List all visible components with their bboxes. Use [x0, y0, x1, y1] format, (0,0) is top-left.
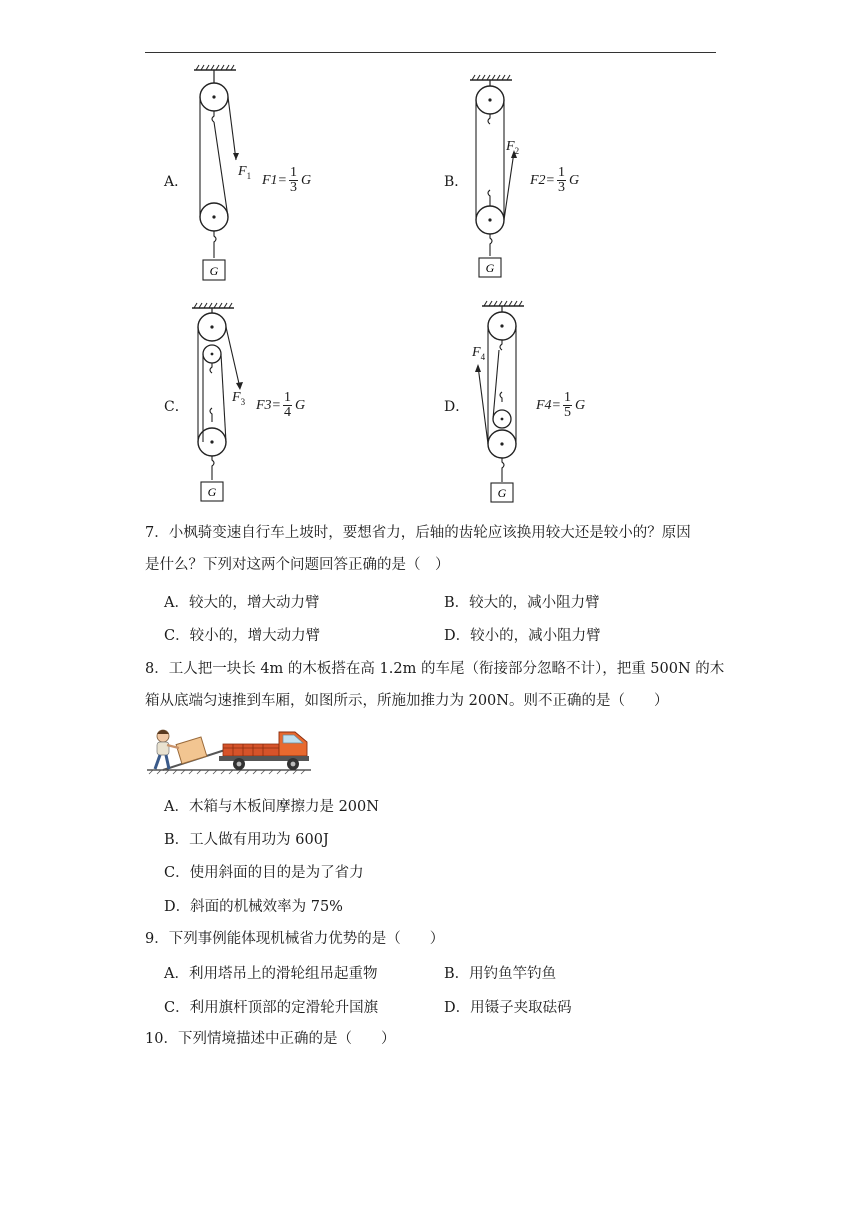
- q7-option-c: C．较小的，增大动力臂: [164, 628, 321, 644]
- option-c-letter: C．: [164, 399, 189, 415]
- pulley-diagram-b: [468, 72, 528, 282]
- q8-option-d: D．斜面的机械效率为 75%: [164, 899, 343, 915]
- q7-line1: 7．小枫骑变速自行车上坡时，要想省力，后轴的齿轮应该换用较大还是较小的？原因: [145, 525, 691, 541]
- force-label-d: $F_4$: [472, 345, 486, 362]
- q8-option-c: C．使用斜面的目的是为了省力: [164, 865, 364, 881]
- q10-line1: 10．下列情境描述中正确的是（ ）: [145, 1031, 396, 1047]
- force-label-a: $F_1$: [238, 164, 252, 181]
- incline-truck-illustration: [145, 724, 315, 776]
- q8-line2: 箱从底端匀速推到车厢，如图所示，所施加推力为 200N。则不正确的是（ ）: [145, 693, 669, 709]
- q8-option-a: A．木箱与木板间摩擦力是 200N: [164, 799, 379, 815]
- option-d-letter: D．: [444, 399, 470, 415]
- option-b-letter: B．: [444, 174, 469, 190]
- q9-option-a: A．利用塔吊上的滑轮组吊起重物: [164, 966, 378, 982]
- formula-d: F4= $\frac{1}{5}$ G: [536, 390, 586, 420]
- q9-line1: 9．下列事例能体现机械省力优势的是（ ）: [145, 931, 445, 947]
- q9-option-c: C．利用旗杆顶部的定滑轮升国旗: [164, 1000, 379, 1016]
- formula-c: F3= $\frac{1}{4}$ G: [256, 390, 306, 420]
- formula-b: F2= $\frac{1}{3}$ G: [530, 165, 580, 195]
- q7-option-a: A．较大的，增大动力臂: [164, 595, 320, 611]
- force-label-b: $F_2$: [506, 139, 520, 156]
- force-label-c: $F_3$: [232, 390, 246, 407]
- pulley-diagram-d: [470, 298, 530, 506]
- weight-label-c: G: [207, 485, 217, 499]
- q8-line1: 8．工人把一块长 4m 的木板搭在高 1.2m 的车尾（衔接部分忽略不计），把重 500N 的木: [145, 661, 725, 677]
- q8-option-b: B．工人做有用功为 600J: [164, 832, 329, 848]
- weight-label-d: G: [497, 486, 507, 500]
- q9-option-d: D．用镊子夹取砝码: [444, 1000, 572, 1016]
- q7-option-b: B．较大的，减小阻力臂: [444, 595, 600, 611]
- q7-line2: 是什么？下列对这两个问题回答正确的是（ ）: [145, 557, 450, 573]
- weight-label-a: G: [209, 264, 219, 278]
- q9-option-b: B．用钓鱼竿钓鱼: [444, 966, 557, 982]
- header-rule: [145, 52, 716, 53]
- formula-a: F1= $\frac{1}{3}$ G: [262, 165, 312, 195]
- weight-label-b: G: [485, 261, 495, 275]
- q7-option-d: D．较小的，减小阻力臂: [444, 628, 601, 644]
- option-a-letter: A．: [164, 174, 189, 190]
